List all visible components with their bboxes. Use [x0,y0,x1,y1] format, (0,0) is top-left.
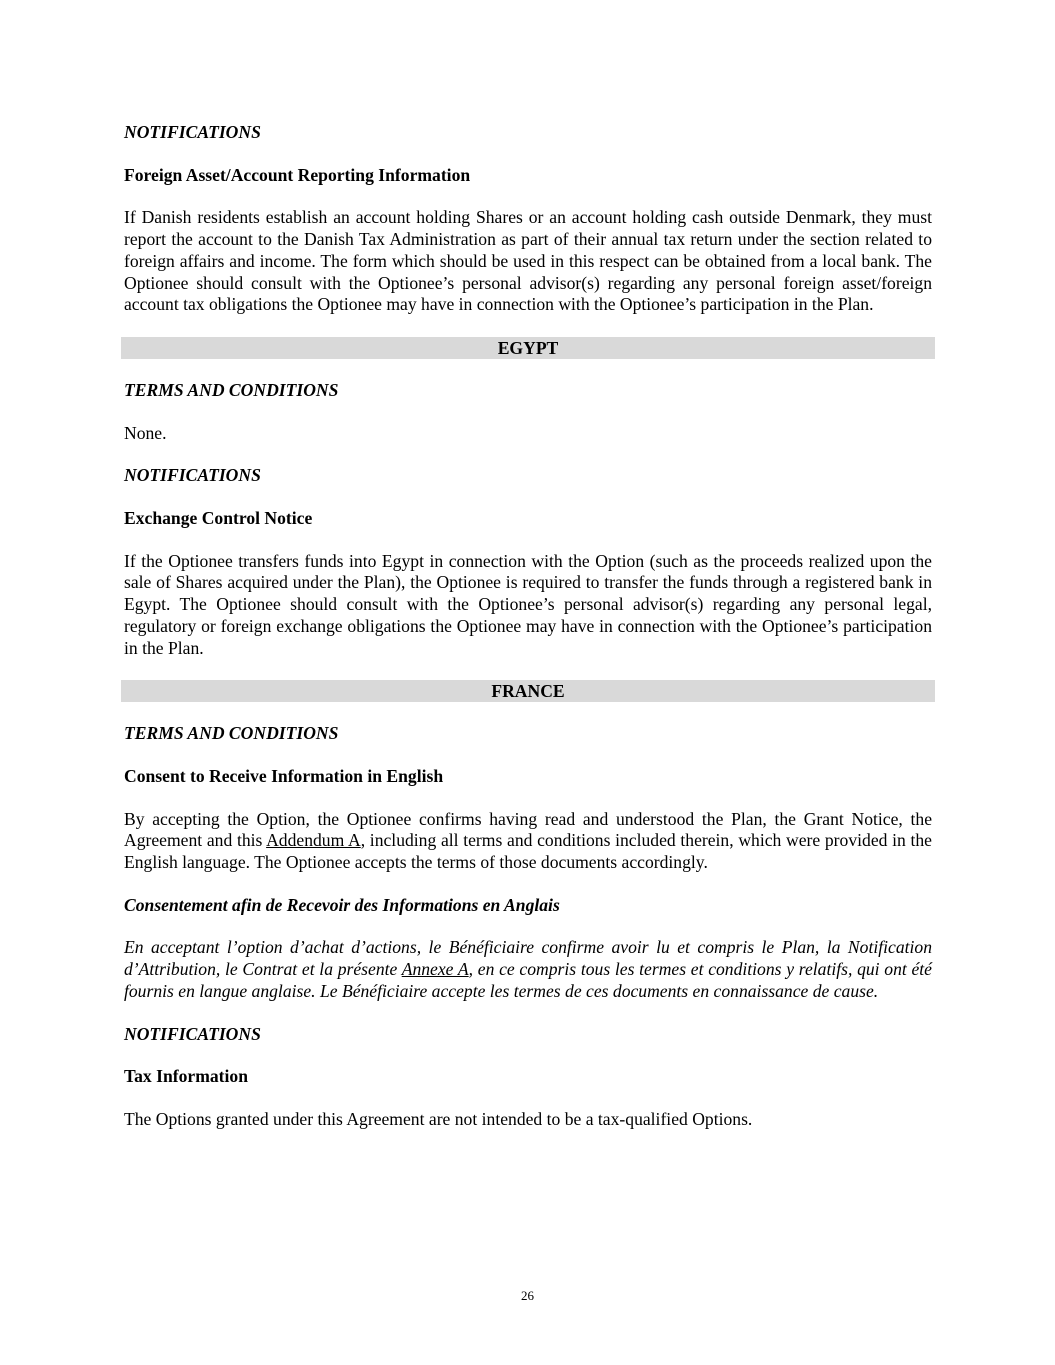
exchange-control-heading: Exchange Control Notice [124,508,313,529]
addendum-a-link[interactable]: Addendum A [266,830,361,851]
consent-french-heading: Consentement afin de Recevoir des Informations en Anglais [124,894,560,915]
page-number: 26 [521,1288,534,1303]
notifications-heading: NOTIFICATIONS [124,122,261,142]
egypt-terms-paragraph: None. [124,422,167,443]
french-text-start: En acceptant l’option d’achat d’actions, le Bénéficiaire confirme avoir lu et compris le Plan, la Notification d’Attribution, le Contrat et la présente [124,937,932,980]
french-text-end: , en ce compris tous les termes et conditions y relatifs, qui ont été fournis en langue anglaise. Le Bénéficiaire accepte les termes de ces documents en connaissance de cause. [124,959,932,1001]
egypt-notifications-heading: NOTIFICATIONS [124,465,261,486]
foreign-asset-paragraph: If Danish residents establish an account holding Shares or an account holding cash outside Denmark, they must report the account to the Danish Tax Administration as part of their annual tax return under the section related to foreign affairs and income. The form which should be used in this respect can be obtained from a local bank. The Optionee should consult with the Optionee’s personal advisor(s) regarding any personal foreign asset/foreign account tax obligations the Optionee may have in connection with the Optionee’s participation in the Plan. [124,207,932,315]
france-terms-heading: TERMS AND CONDITIONS [124,723,339,744]
egypt-terms-heading: TERMS AND CONDITIONS [124,379,339,400]
country-band-france: FRANCE [121,680,935,702]
exchange-control-paragraph: If the Optionee transfers funds into Egypt in connection with the Option (such as the proceeds realized upon the sale of Shares acquired under the Plan), the Optionee is required to transfer the funds through a registered bank in Egypt. The Optionee should consult with the Optionee’s personal advisor(s) regarding any personal legal, regulatory or foreign exchange obligations the Optionee may have in connection with the Optionee’s participation in the Plan. [124,550,932,658]
tax-information-heading: Tax Information [124,1066,248,1087]
consent-french-paragraph [124,937,932,1002]
consent-english-heading: Consent to Receive Information in English [124,765,444,786]
france-notifications-heading: NOTIFICATIONS [124,1023,261,1044]
consent-text-start: By accepting the Option, the Optionee confirms having read and understood the Plan, the Grant Notice, the Agreement and this [124,808,932,851]
tax-information-paragraph: The Options granted under this Agreement are not intended to be a tax-qualified Options. [124,1108,753,1129]
consent-text-end: , including all terms and conditions included therein, which were provided in the English language. The Optionee accepts the terms of those documents accordingly. [124,830,932,873]
foreign-asset-heading: Foreign Asset/Account Reporting Information [124,164,471,185]
country-band-egypt: EGYPT [121,337,935,359]
document-page [124,122,932,1152]
annexe-a-link[interactable]: Annexe A [401,959,469,980]
consent-english-paragraph [124,809,932,874]
